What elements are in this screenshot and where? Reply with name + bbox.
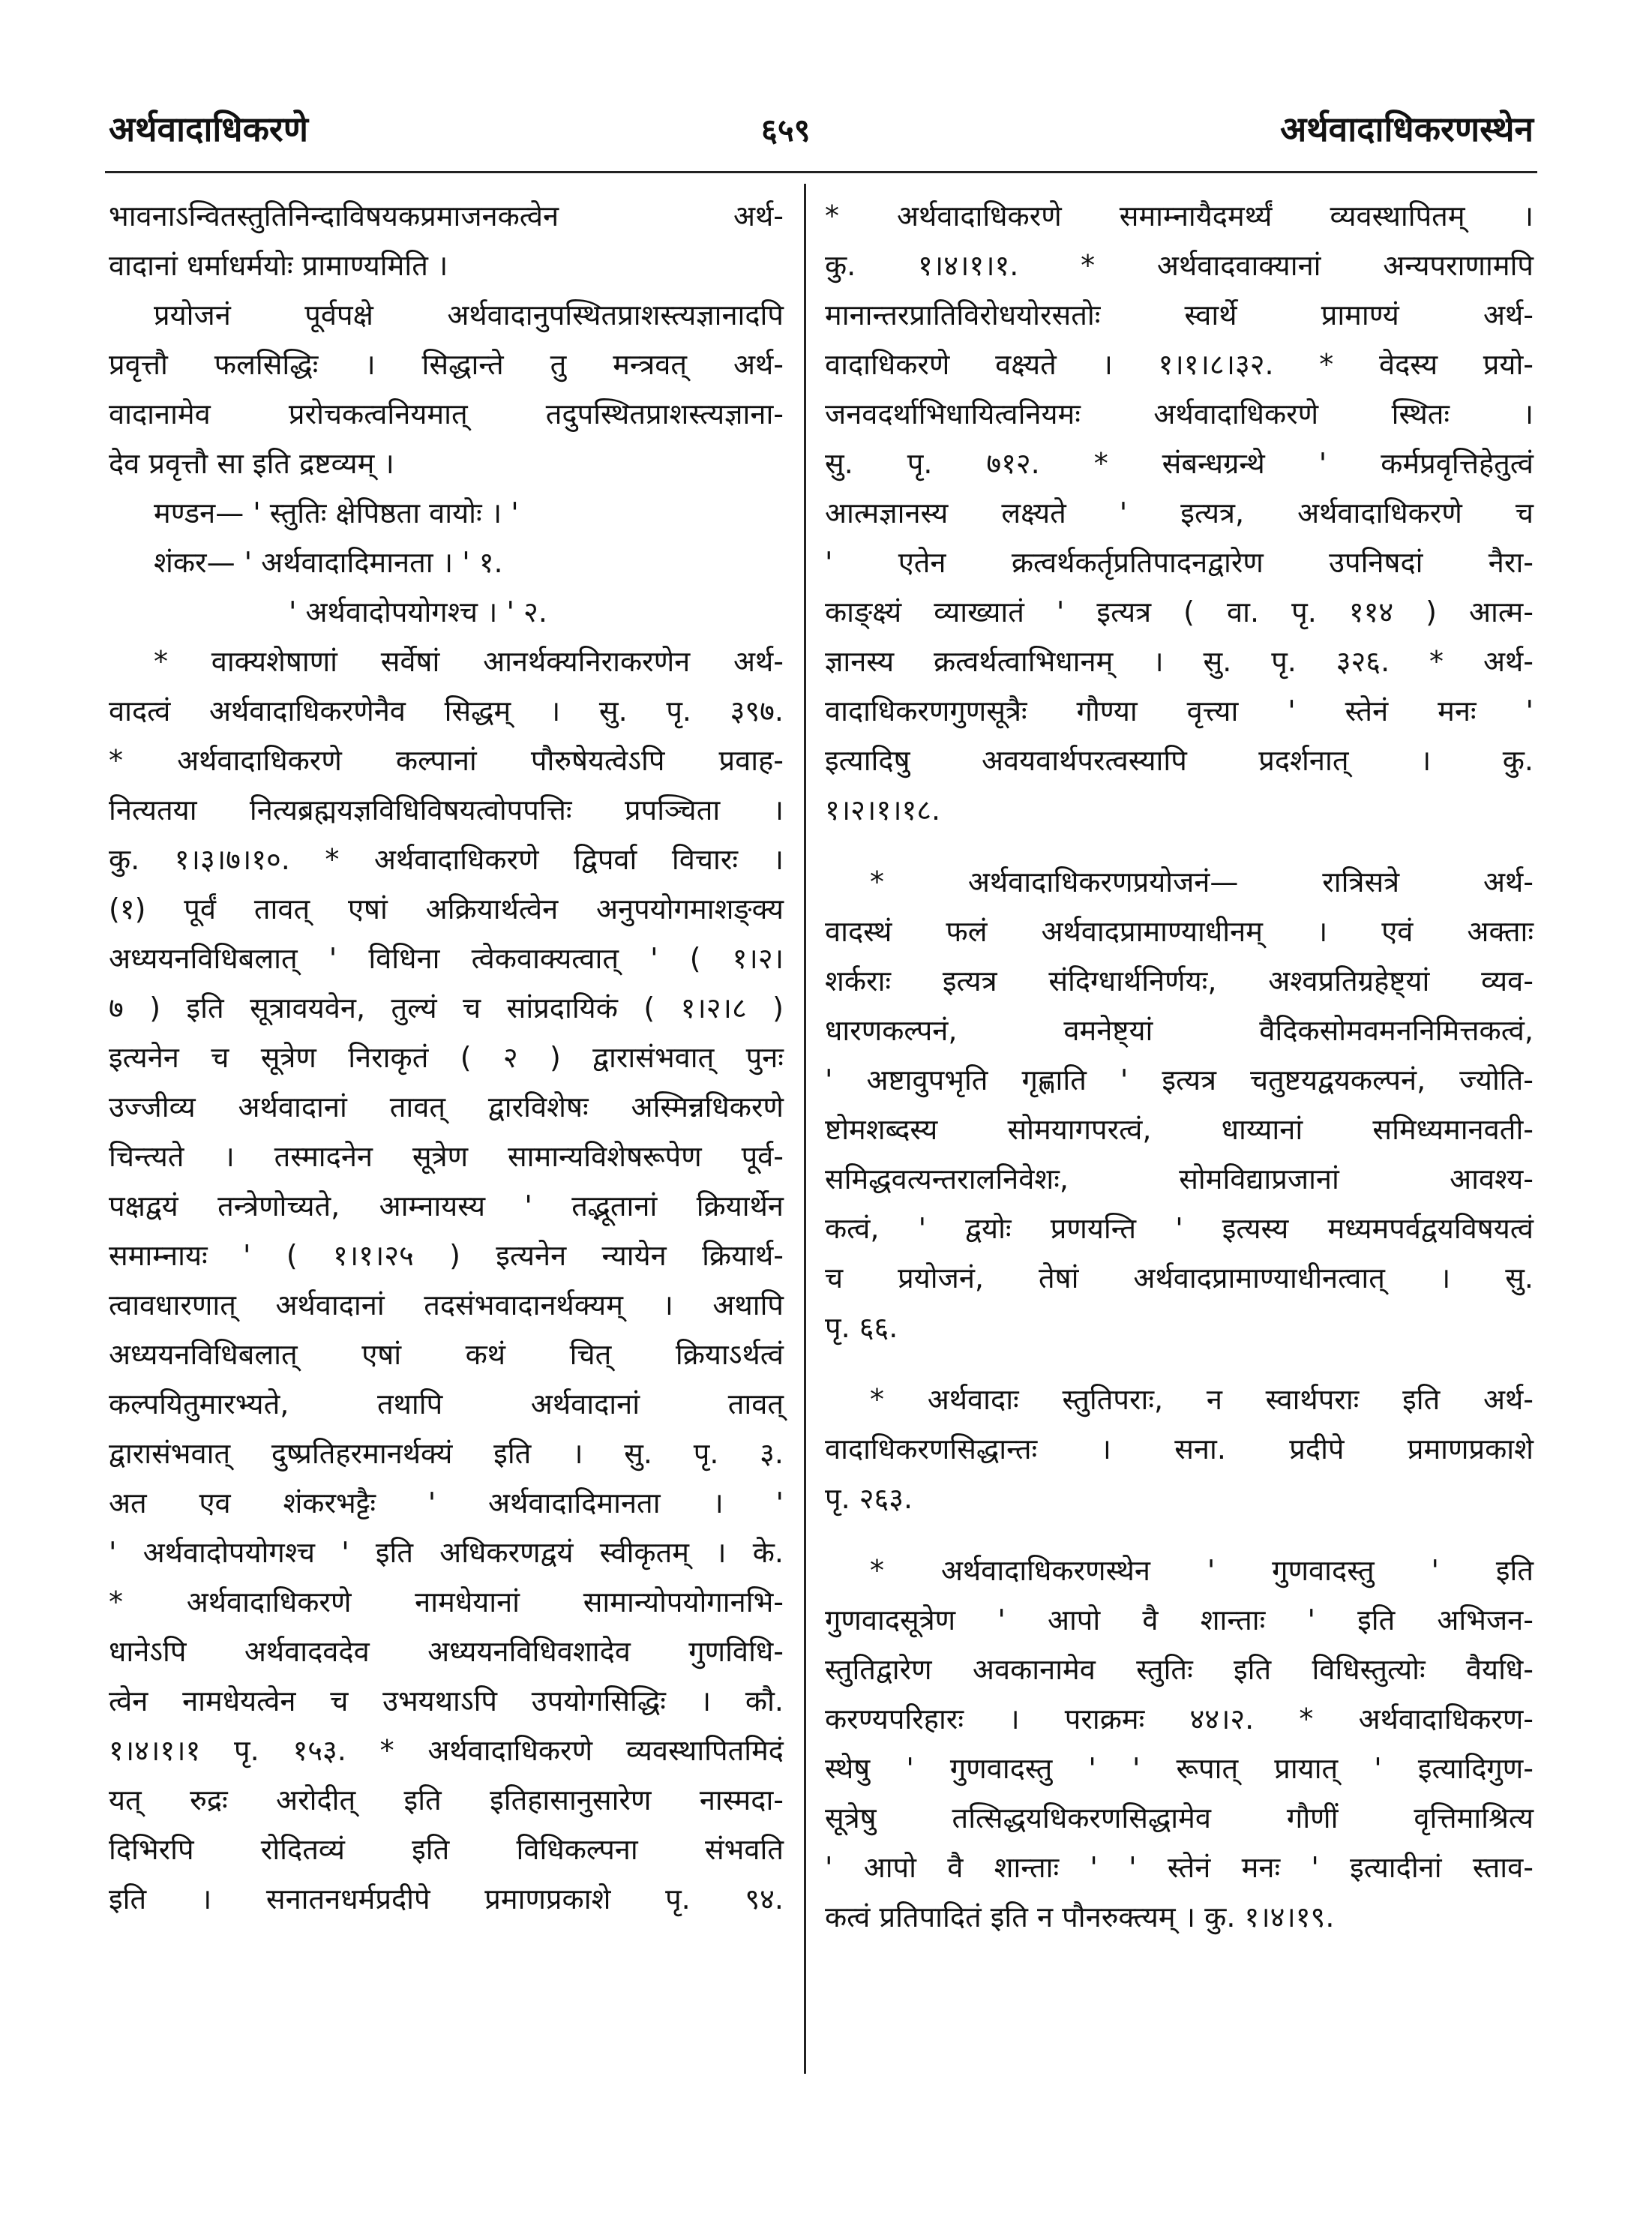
text-line: वादस्थं फलं अर्थवादप्रामाण्याधीनम् । एवं अक्ताः: [825, 915, 1534, 948]
text-line: (१) पूर्वं तावत् एषां अक्रियार्थत्वेन अनुपयोगमाशङ्क्य: [109, 892, 784, 926]
text-line: समाम्नायः ' ( १।१।२५ ) इत्यनेन न्यायेन क्रियार्थ-: [109, 1239, 784, 1272]
text-line: ' अर्थवादोपयोगश्च । ' २.: [289, 596, 547, 628]
text-line: वादाधिकरणगुणसूत्रैः गौण्या वृत्त्या ' स्तेनं मनः ': [825, 694, 1534, 728]
text-line: त्वेन नामधेयत्वेन च उभयथाऽपि उपयोगसिद्धिः । कौ.: [109, 1684, 784, 1718]
text-line: * अर्थवादाधिकरणे समाम्नायैदमर्थ्यं व्यवस्थापितम् ।: [825, 200, 1534, 232]
text-line: वादाधिकरणसिद्धान्तः । सना. प्रदीपे प्रमाणप्रकाशे: [825, 1432, 1534, 1466]
header-rule: [105, 171, 1537, 173]
text-line: * अर्थवादाधिकरणे कल्पानां पौरुषेयत्वेऽपि प्रवाह-: [109, 744, 784, 777]
text-line: मण्डन— ' स्तुतिः क्षेपिष्ठता वायोः । ': [154, 496, 519, 530]
page-header: [109, 105, 1534, 165]
text-line: ' अष्टावुपभृति गृह्णाति ' इत्यत्र चतुष्टयद्वयकल्पनं, ज्योति-: [825, 1064, 1534, 1096]
text-line: पृ. ६६.: [825, 1311, 898, 1344]
text-line: देव प्रवृत्तौ सा इति द्रष्टव्यम् ।: [109, 447, 394, 480]
text-line: च प्रयोजनं, तेषां अर्थवादप्रामाण्याधीनत्वात् । सु.: [825, 1262, 1534, 1294]
text-line: वादानां धर्माधर्मयोः प्रामाण्यमिति ।: [109, 249, 448, 282]
text-line: आत्मज्ञानस्य लक्ष्यते ' इत्यत्र, अर्थवादाधिकरणे च: [825, 496, 1534, 530]
text-line: दिभिरपि रोदितव्यं इति विधिकल्पना संभवति: [109, 1833, 784, 1866]
text-line: पृ. २६३.: [825, 1482, 913, 1515]
text-line: पक्षद्वयं तन्त्रेणोच्यते, आम्नायस्य ' तद्भूतानां क्रियार्थेन: [109, 1190, 784, 1222]
paragraph-gap: [825, 1523, 1534, 1546]
text-line: * अर्थवादाः स्तुतिपराः, न स्वार्थपराः इति अर्थ-: [870, 1383, 1534, 1416]
text-line: शर्कराः इत्यत्र संदिग्धार्थनिर्णयः, अश्वप्रतिग्रहेष्ट्यां व्यव-: [825, 964, 1534, 998]
text-line: कत्वं प्रतिपादितं इति न पौनरुक्त्यम् । कु. १।४।१९.: [825, 1900, 1335, 1934]
page-number: ६५९: [761, 112, 811, 148]
text-line: मानान्तरप्रातिविरोधयोरसतोः स्वार्थे प्रामाण्यं अर्थ-: [825, 298, 1534, 332]
text-line: ष्टोमशब्दस्य सोमयागपरत्वं, धाय्यानां समिध्यमानवती-: [825, 1113, 1534, 1146]
text-line: द्वारासंभवात् दुष्प्रतिहरमानर्थक्यं इति । सु. पृ. ३.: [109, 1437, 784, 1470]
text-line: * वाक्यशेषाणां सर्वेषां आनर्थक्यनिराकरणेन अर्थ-: [154, 645, 784, 678]
text-line: * अर्थवादाधिकरणप्रयोजनं— रात्रिसत्रे अर्थ-: [870, 866, 1534, 898]
text-line: कु. १।४।१।१. * अर्थवादवाक्यानां अन्यपराणामपि: [825, 249, 1534, 282]
text-line: इति । सनातनधर्मप्रदीपे प्रमाणप्रकाशे पृ. ९४.: [109, 1882, 784, 1916]
text-line: १।४।१।१ पृ. १५३. * अर्थवादाधिकरणे व्यवस्थापितमिदं: [109, 1734, 784, 1767]
text-line: वादत्वं अर्थवादाधिकरणेनैव सिद्धम् । सु. पृ. ३९७.: [109, 694, 784, 728]
text-line: अध्ययनविधिबलात् एषां कथं चित् क्रियाऽर्थत्वं: [109, 1338, 784, 1371]
running-head-right: अर्थवादाधिकरणस्थेन: [1280, 109, 1534, 149]
left-column: [109, 191, 784, 1924]
text-line: धारणकल्पनं, वमनेष्ट्यां वैदिकसोमवमननिमित्तकत्वं,: [825, 1014, 1534, 1047]
text-line: त्वावधारणात् अर्थवादानां तदसंभवादानर्थक्यम् । अथापि: [109, 1288, 784, 1322]
text-line: उज्जीव्य अर्थवादानां तावत् द्वारविशेषः अस्मिन्नधिकरणे: [109, 1090, 784, 1124]
text-line: ' अर्थवादोपयोगश्च ' इति अधिकरणद्वयं स्वीकृतम् । के.: [109, 1536, 784, 1569]
text-line: धानेऽपि अर्थवादवदेव अध्ययनविधिवशादेव गुणविधि-: [109, 1635, 784, 1668]
text-line: कु. १।३।७।१०. * अर्थवादाधिकरणे द्विपर्वा विचारः ।: [109, 843, 784, 876]
paragraph-gap: [825, 1352, 1534, 1375]
text-line: सु. पृ. ७१२. * संबन्धग्रन्थे ' कर्मप्रवृत्तिहेतुत्वं: [825, 447, 1534, 480]
text-line: ' एतेन क्रत्वर्थकर्तृप्रतिपादनद्वारेण उपनिषदां नैरा-: [825, 546, 1534, 579]
text-line: करण्यपरिहारः । पराक्रमः ४४।२. * अर्थवादाधिकरण-: [825, 1702, 1534, 1736]
text-line: कल्पयितुमारभ्यते, तथापि अर्थवादानां तावत्: [109, 1388, 784, 1420]
text-line: समिद्धवत्यन्तरालनिवेशः, सोमविद्याप्रजानां आवश्य-: [825, 1162, 1534, 1196]
paragraph-gap: [825, 835, 1534, 857]
text-line: १।२।१।१८.: [825, 794, 941, 826]
text-line: ७ ) इति सूत्रावयवेन, तुल्यं च सांप्रदायिकं ( १।२।८ ): [109, 992, 784, 1024]
text-line: वादाधिकरणे वक्ष्यते । १।१।८।३२. * वेदस्य प्रयो-: [825, 348, 1534, 381]
text-line: अत एव शंकरभट्टैः ' अर्थवादादिमानता । ': [109, 1486, 784, 1520]
text-line: चिन्त्यते । तस्मादनेन सूत्रेण सामान्यविशेषरूपेण पूर्व-: [109, 1140, 784, 1173]
text-line: गुणवादसूत्रेण ' आपो वै शान्ताः ' इति अभिजन-: [825, 1604, 1534, 1636]
text-line: यत् रुद्रः अरोदीत् इति इतिहासानुसारेण नास्मदा-: [109, 1784, 784, 1816]
text-line: वादानामेव प्ररोचकत्वनियमात् तदुपस्थितप्राशस्त्यज्ञाना-: [109, 398, 784, 430]
text-line: इत्यादिषु अवयवार्थपरत्वस्यापि प्रदर्शनात् । कु.: [825, 744, 1534, 777]
text-line: स्थेषु ' गुणवादस्तु ' ' रूपात् प्रायात् ' इत्यादिगुण-: [825, 1752, 1534, 1785]
text-line: प्रवृत्तौ फलसिद्धिः । सिद्धान्ते तु मन्त्रवत् अर्थ-: [109, 348, 784, 381]
column-divider: [804, 184, 806, 2074]
text-line: सूत्रेषु तत्सिद्धयधिकरणसिद्धामेव गौणीं वृत्तिमाश्रित्य: [825, 1802, 1534, 1834]
text-line: प्रयोजनं पूर्वपक्षे अर्थवादानुपस्थितप्राशस्त्यज्ञानादपि: [154, 298, 784, 332]
text-line: भावनाऽन्वितस्तुतिनिन्दाविषयकप्रमाजनकत्वेन अर्थ-: [109, 200, 784, 232]
text-line: कत्वं, ' द्वयोः प्रणयन्ति ' इत्यस्य मध्यमपर्वद्वयविषयत्वं: [825, 1212, 1534, 1245]
text-line: जनवदर्थाभिधायित्वनियमः अर्थवादाधिकरणे स्थितः ।: [825, 398, 1534, 430]
text-line: काङ्क्ष्यं व्याख्यातं ' इत्यत्र ( वा. पृ. ११४ ) आत्म-: [825, 596, 1534, 628]
text-line: नित्यतया नित्यब्रह्मयज्ञविधिविषयत्वोपपत्तिः प्रपञ्चिता ।: [109, 794, 784, 826]
text-line: अध्ययनविधिबलात् ' विधिना त्वेकवाक्यत्वात् ' ( १।२।: [109, 942, 784, 975]
text-line: इत्यनेन च सूत्रेण निराकृतं ( २ ) द्वारासंभवात् पुनः: [109, 1041, 784, 1074]
text-line: * अर्थवादाधिकरणे नामधेयानां सामान्योपयोगानभि-: [109, 1586, 784, 1618]
right-column: [825, 191, 1534, 1942]
text-line: ज्ञानस्य क्रत्वर्थत्वाभिधानम् । सु. पृ. ३२६. * अर्थ-: [825, 645, 1534, 678]
text-line: * अर्थवादाधिकरणस्थेन ' गुणवादस्तु ' इति: [870, 1554, 1534, 1587]
running-head-left: अर्थवादाधिकरणे: [109, 109, 308, 149]
text-line: शंकर— ' अर्थवादादिमानता । ' १.: [154, 546, 503, 579]
text-line: स्तुतिद्वारेण अवकानामेव स्तुतिः इति विधिस्तुत्योः वैयधि-: [825, 1653, 1534, 1686]
text-line: ' आपो वै शान्ताः ' ' स्तेनं मनः ' इत्यादीनां स्ताव-: [825, 1851, 1534, 1884]
